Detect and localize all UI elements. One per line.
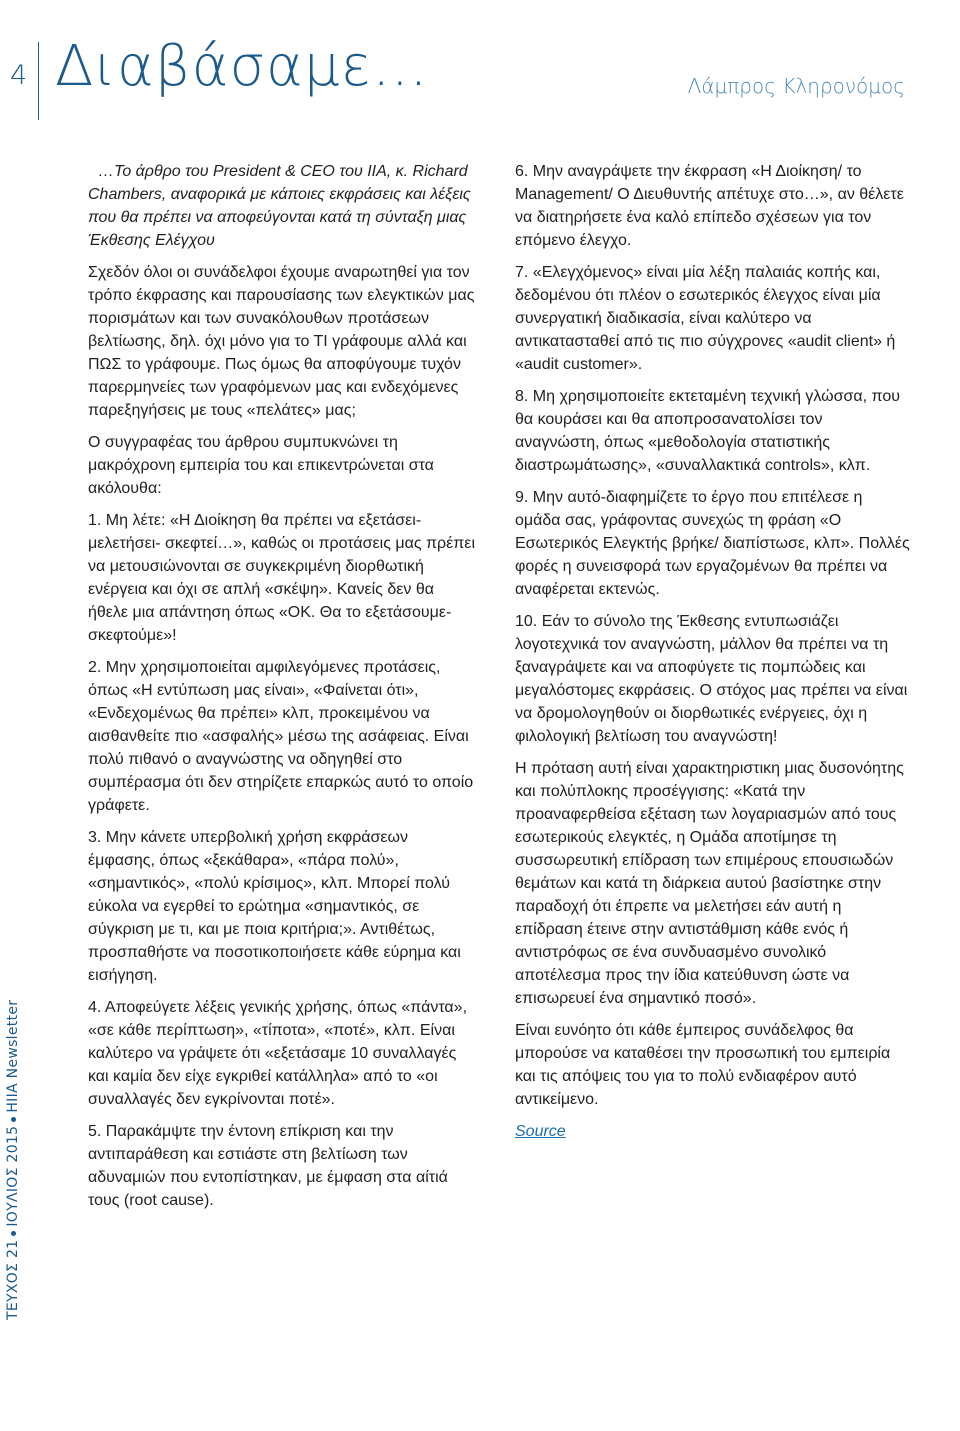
list-item: 8. Μη χρησιμοποιείτε εκτεταμένη τεχνική γλώσσα, που θα κουράσει και θα αποπροσανατολίσει τον αναγνώστη, όπως «μεθοδολογία στατιστικής διαστρωμάτωσης», «συναλλακτικά controls», κλπ. <box>515 388 901 474</box>
article-paragraph: Ο συγγραφέας του άρθρου συμπυκνώνει τη μακρόχρονη εμπειρία του και επικεντρώνεται στα ακόλουθα: <box>88 434 434 497</box>
article-column-right <box>515 160 910 1152</box>
article-paragraph: Σχεδόν όλοι οι συνάδελφοι έχουμε αναρωτηθεί για τον τρόπο έκφρασης και παρουσίασης των ελεγκτικών μας πορισμάτων και των συνακόλουθων προτάσεων βελτίωσης, δηλ. όχι μόνο για το ΤΙ γράφουμε αλλά και ΠΩΣ το γράφουμε. Πως όμως θα αποφύγουμε τυχόν παρερμηνείες των γραφόμενων μας και ενδεχόμενες παρεξηγήσεις με τους «πελάτες» μας; <box>88 264 475 419</box>
source-link[interactable]: Source <box>515 1123 566 1140</box>
page-title: Διαβάσαμε… <box>55 34 429 99</box>
list-item: 7. «Ελεγχόμενος» είναι μία λέξη παλαιάς κοπής και, δεδομένου ότι πλέον ο εσωτερικός έλεγχος είναι μία συνεργατική διαδικασία, είναι καλύτερο να αντικατασταθεί από τις πιο σύγχρονες «audit client» ή «audit customer». <box>515 264 896 373</box>
author-name: Λάμπρος Κληρονόμος <box>687 74 905 98</box>
list-item: 9. Μην αυτό-διαφημίζετε το έργο που επιτέλεσε η ομάδα σας, γράφοντας συνεχώς τη φράση «Ο Εσωτερικός Ελεγκτής βρήκε/ διαπίστωσε, κλπ». Πολλές φορές η συνεισφορά των εργαζομένων θα πρέπει να αναφέρεται εκτενώς. <box>515 489 910 598</box>
article-intro: …Το άρθρο του President & CEO του IIA, κ. Richard Chambers, αναφορικά με κάποιες εκφράσεις και λέξεις που θα πρέπει να αποφεύγονται κατά τη σύνταξη μιας Έκθεσης Ελέγχου <box>88 163 471 249</box>
list-item: 3. Μην κάνετε υπερβολική χρήση εκφράσεων έμφασης, όπως «ξεκάθαρα», «πάρα πολύ», «σημαντικός», «πολύ κρίσιμος», κλπ. Μπορεί πολύ εύκολα να εγερθεί το ερώτημα «σημαντικός, σε σύγκριση με τι, και με ποια κριτήρια;». Αντιθέτως, προσπαθήστε να ποσοτικοποιήσετε κάθε εύρημα και εισήγηση. <box>88 829 461 984</box>
list-item: 2. Μην χρησιμοποιείται αμφιλεγόμενες προτάσεις, όπως «Η εντύπωση μας είναι», «Φαίνεται ότι», «Ενδεχομένως θα πρέπει» κλπ, προκειμένου να αισθανθείτε πιο «ασφαλής» μέσω της ασάφειας. Είναι πολύ πιθανό ο αναγνώστης να οδηγηθεί στο συμπέρασμα ότι δεν στηρίζετε επαρκώς αυτό το οποίο γράφετε. <box>88 659 474 814</box>
list-item: 6. Μην αναγράψετε την έκφραση «Η Διοίκηση/ το Management/ Ο Διευθυντής απέτυχε στο…», αν θέλετε να διατηρήσετε ένα καλό επίπεδο σχέσεων για τον επόμενο έλεγχο. <box>515 163 904 249</box>
list-item: 10. Εάν το σύνολο της Έκθεσης εντυπωσιάζει λογοτεχνικά τον αναγνώστη, μάλλον θα πρέπει να τη ξαναγράψετε και να αποφύγετε τις πομπώδεις και μεγαλόστομες εκφράσεις. Ο στόχος μας πρέπει να είναι να δρομολογηθούν οι διορθωτικές ενέργειες, όχι η φιλολογική βελτίωση του αναγνώστη! <box>515 613 908 745</box>
article-paragraph: Είναι ευνόητο ότι κάθε έμπειρος συνάδελφος θα μπορούσε να καταθέσει την προσωπική του εμπειρία και τις απόψεις του για το πολύ ενδιαφέρον αυτό αντικείμενο. <box>515 1022 891 1108</box>
bullet-dot-icon <box>11 1117 16 1122</box>
issue-side-label <box>5 1000 21 1320</box>
article-paragraph: Η πρόταση αυτή είναι χαρακτηριστικη μιας δυσονόητης και πολύπλοκης προσέγγισης: «Κατά την προαναφερθείσα εξέταση των λογαριασμών από τους εσωτερικούς ελεγκτές, η Ομάδα αποτίμησε τη συσσωρευτική επίδραση των επιμέρους επουσιωδών θεμάτων και κατά τη διάρκεια αυτού βασίστηκε στην παραδοχή ότι έπρεπε να μελετήσει εάν αυτή η επίδραση έτεινε στην αντιστάθμιση κάθε ενός ή αντιστρόφως σε ένα συνδυασμένο συνολικό αποτέλεσμα προς την ίδια κατεύθυνση ώστε να επισωρευεί ένα σημαντικό ποσό». <box>515 760 904 1007</box>
list-item: 1. Μη λέτε: «Η Διοίκηση θα πρέπει να εξετάσει-μελετήσει- σκεφτεί…», καθώς οι προτάσεις μας πρέπει να μετουσιώνονται σε συγκεκριμένη διορθωτική ενέργεια και όχι σε απλή «σκέψη». Κανείς δεν θα ήθελε μια απάντηση όπως «ΟΚ. Θα το εξετάσουμε- σκεφτούμε»! <box>88 512 475 644</box>
issue-number: ΤΕΥΧΟΣ 21 <box>5 1239 21 1320</box>
publication-name: HIIA Newsletter <box>5 999 21 1113</box>
article-column-left <box>88 160 478 1221</box>
bullet-dot-icon <box>11 1231 16 1236</box>
page-number: 4 <box>10 60 28 91</box>
list-item: 5. Παρακάμψτε την έντονη επίκριση και την αντιπαράθεση και εστιάστε στη βελτίωση των αδυναμιών που εντοπίστηκαν, με έμφαση στα αίτιά τους (root cause). <box>88 1123 448 1209</box>
issue-date: ΙΟΥΛΙΟΣ 2015 <box>5 1125 21 1227</box>
header-divider <box>38 42 39 120</box>
list-item: 4. Αποφεύγετε λέξεις γενικής χρήσης, όπως «πάντα», «σε κάθε περίπτωση», «τίποτα», «ποτέ», κλπ. Είναι καλύτερο να γράψετε ότι «εξετάσαμε 10 συναλλαγές και καμία δεν είχε εγκριθεί κατάλληλα» από το «οι συναλλαγές δεν εγκρίνονται ποτέ». <box>88 999 468 1108</box>
